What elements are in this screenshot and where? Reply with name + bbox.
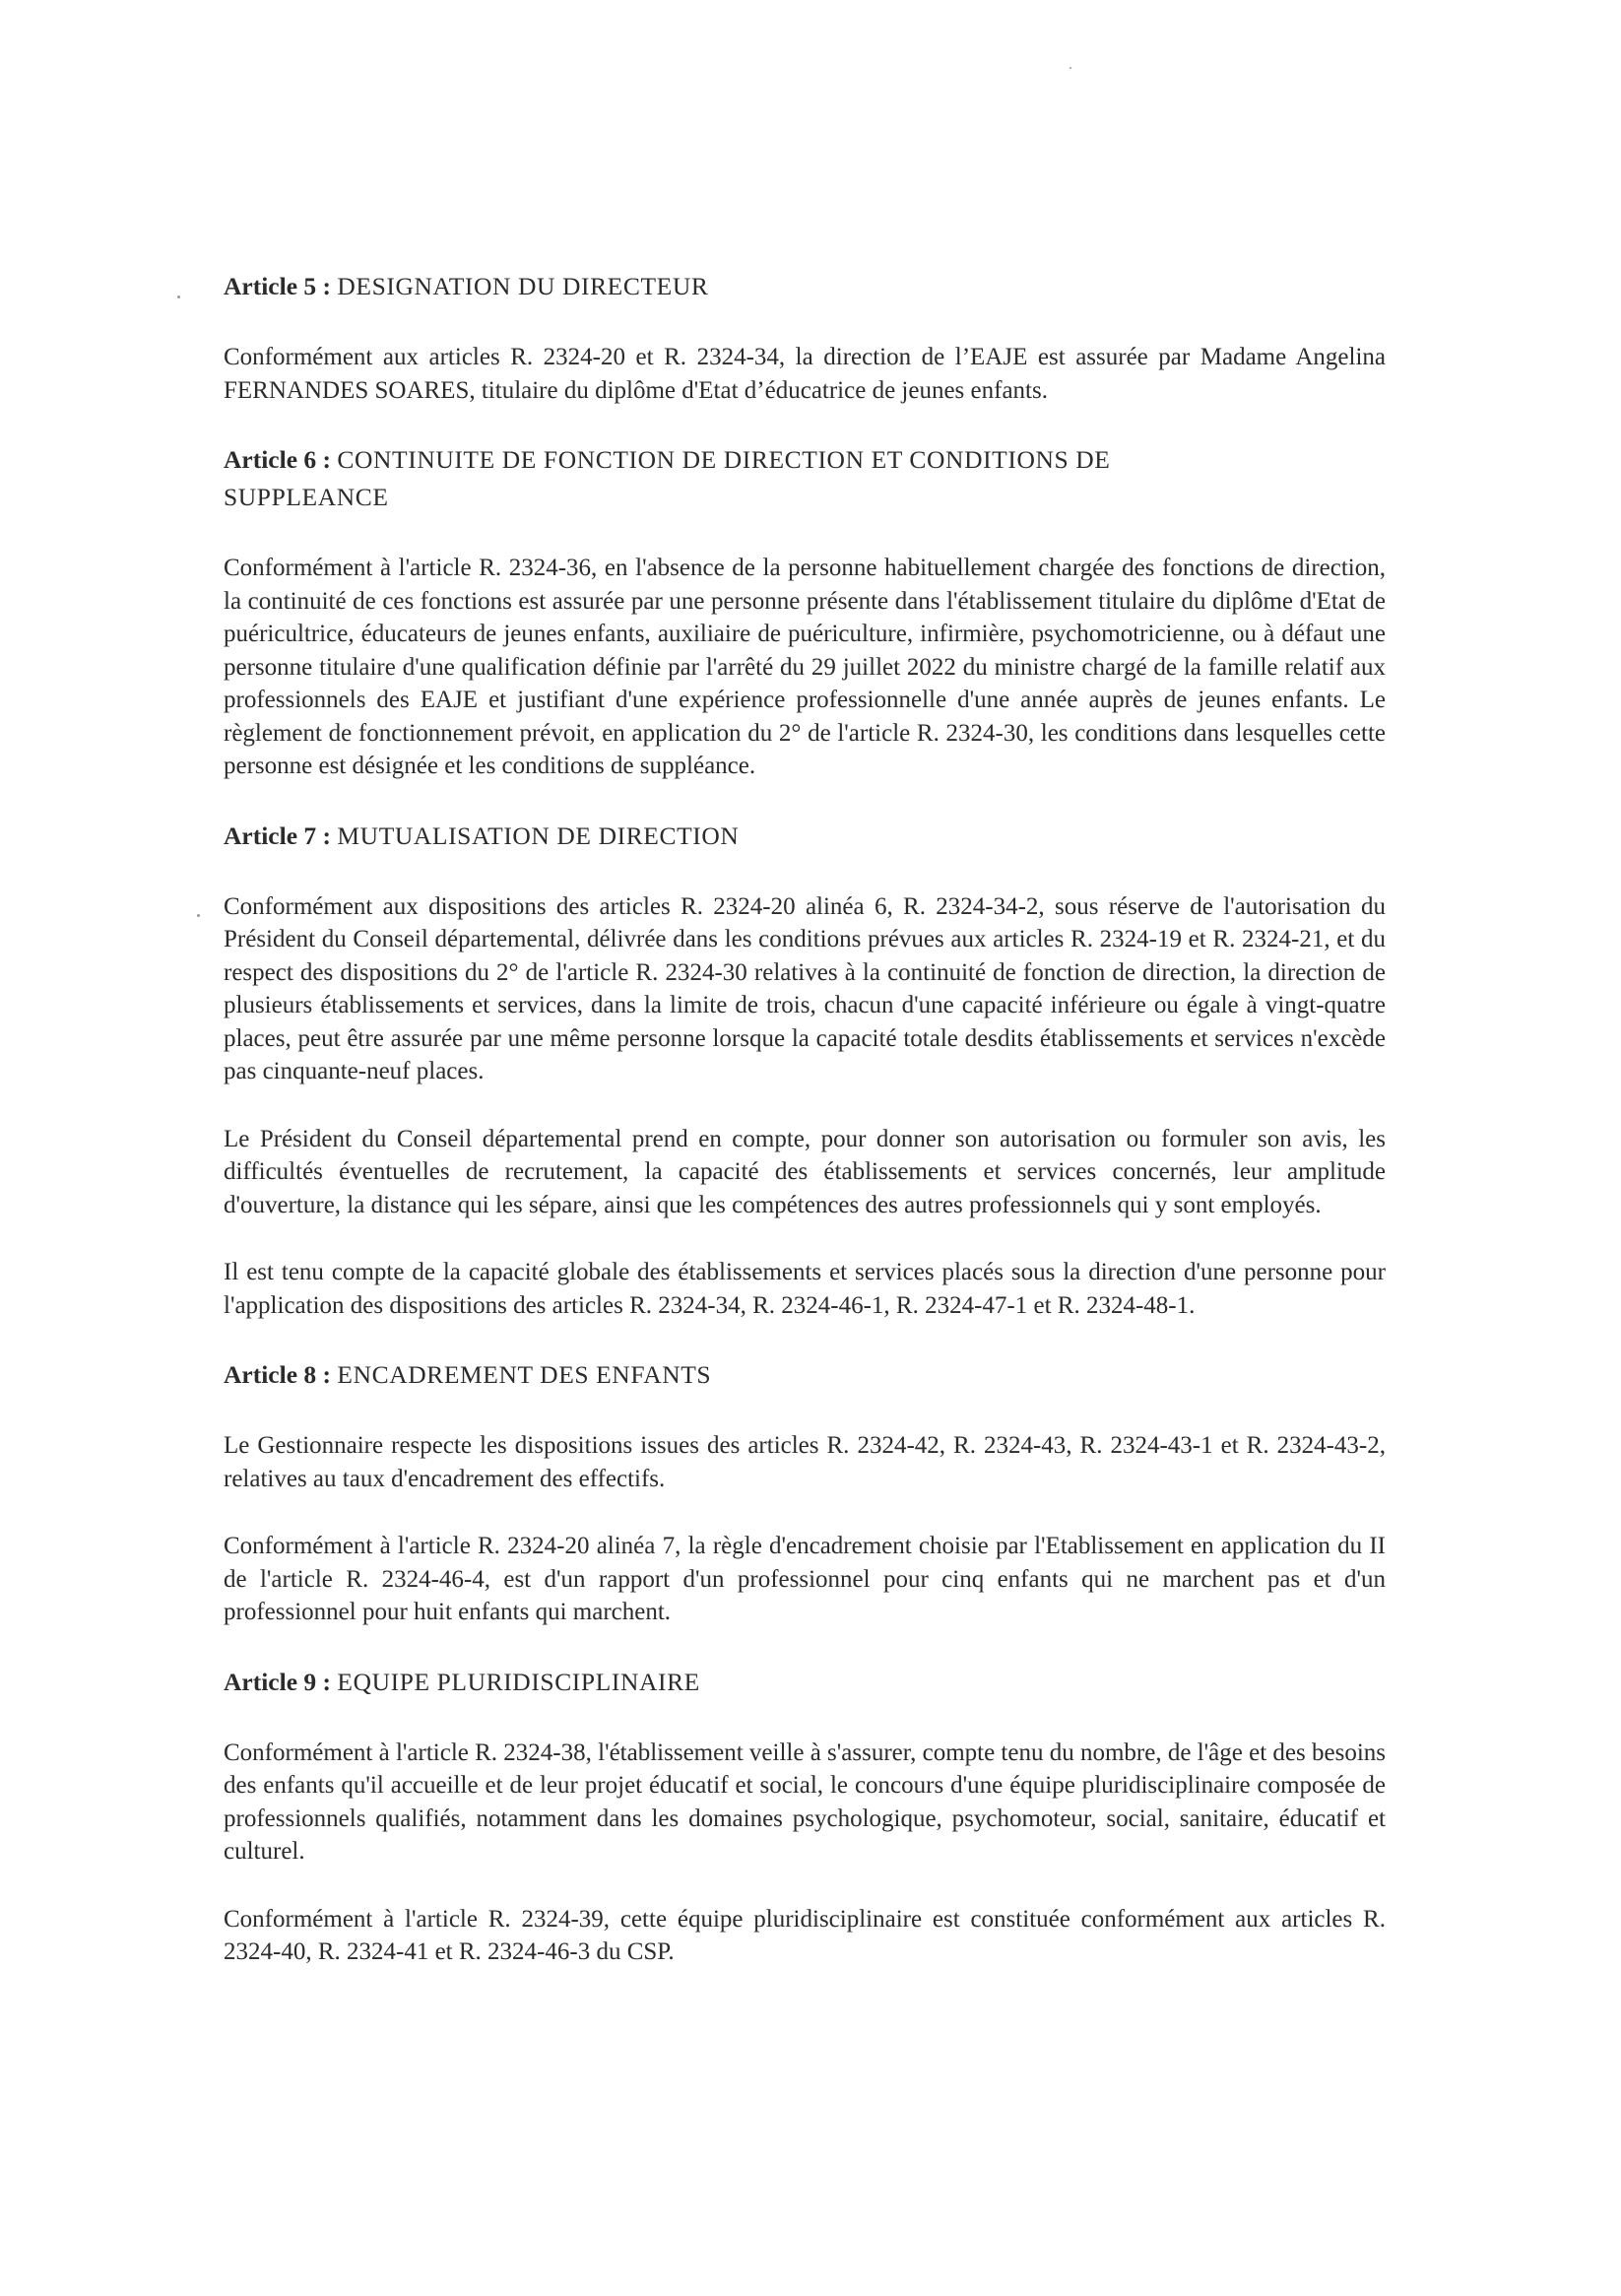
article-heading (224, 441, 1218, 516)
article-title: CONTINUITE DE FONCTION DE DIRECTION ET CONDITIONS DE SUPPLEANCE (224, 445, 1111, 511)
article-number: Article 5 : (224, 272, 332, 300)
article-6 (224, 441, 1386, 783)
scan-speck (177, 295, 180, 298)
article-heading (224, 268, 1386, 305)
article-paragraph: Le Président du Conseil départemental prend en compte, pour donner son autorisation ou formuler son avis, les difficultés éventuelles de recrutement, la capacité des établissements et services concernés, leur amplitude d'ouverture, la distance qui les sépare, ainsi que les compétences des autres professionnels qui y sont employés. (224, 1125, 1386, 1218)
article-paragraph: Conformément aux articles R. 2324-20 et R. 2324-34, la direction de l’EAJE est assurée par Madame Angelina FERNANDES SOARES, titulaire du diplôme d'Etat d’éducatrice de jeunes enfants. (224, 344, 1386, 404)
article-paragraph: Il est tenu compte de la capacité globale des établissements et services placés sous la direction d'une personne pour l'application des dispositions des articles R. 2324-34, R. 2324-46-1, R. 2324-47-1 et R. 2324-48-1. (224, 1259, 1386, 1319)
article-heading (224, 1356, 1386, 1394)
article-title: ENCADREMENT DES ENFANTS (337, 1360, 712, 1389)
article-7 (224, 818, 1386, 1323)
article-title: EQUIPE PLURIDISCIPLINAIRE (337, 1667, 700, 1696)
article-title: DESIGNATION DU DIRECTEUR (337, 272, 709, 300)
article-8 (224, 1356, 1386, 1629)
article-title: MUTUALISATION DE DIRECTION (337, 820, 740, 850)
article-paragraph: Le Gestionnaire respecte les dispositions issues des articles R. 2324-42, R. 2324-43, R. 2324-43-1 et R. 2324-43-2, relatives au taux d'encadrement des effectifs. (224, 1432, 1386, 1492)
article-heading (224, 1664, 1386, 1701)
article-number: Article 7 : (224, 820, 332, 850)
document-body (224, 268, 1386, 1969)
article-5 (224, 268, 1386, 407)
article-paragraph: Conformément aux dispositions des articles R. 2324-20 alinéa 6, R. 2324-34-2, sous réserve de l'autorisation du Président du Conseil départemental, délivrée dans les conditions prévues aux articles R. 2324-19 et R. 2324-21, et du respect des dispositions du 2° de l'article R. 2324-30 relatives à la continuité de fonction de direction, la direction de plusieurs établissements et services, dans la limite de trois, chacun d'une capacité inférieure ou égale à vingt-quatre places, peut être assurée par une même personne lorsque la capacité totale desdits établissements et services n'excède pas cinquante-neuf places. (224, 892, 1386, 1084)
article-9 (224, 1664, 1386, 1969)
article-number: Article 9 : (224, 1667, 332, 1696)
scan-speck (1070, 67, 1071, 69)
article-paragraph: Conformément à l'article R. 2324-20 alinéa 7, la règle d'encadrement choisie par l'Etablissement en application du II de l'article R. 2324-46-4, est d'un rapport d'un professionnel pour cinq enfants qui ne marchent pas et d'un professionnel pour huit enfants qui marchent. (224, 1533, 1386, 1625)
article-paragraph: Conformément à l'article R. 2324-36, en l'absence de la personne habituellement chargée des fonctions de direction, la continuité de ces fonctions est assurée par une personne présente dans l'établissement titulaire du diplôme d'Etat de puéricultrice, éducateurs de jeunes enfants, auxiliaire de puériculture, infirmière, psychomotricienne, ou à défaut une personne titulaire d'une qualification définie par l'arrêté du 29 juillet 2022 du ministre chargé de la famille relatif aux professionnels des EAJE et justifiant d'une expérience professionnelle d'une année auprès de jeunes enfants. Le règlement de fonctionnement prévoit, en application du 2° de l'article R. 2324-30, les conditions dans lesquelles cette personne est désignée et les conditions de suppléance. (224, 555, 1386, 779)
article-number: Article 6 : (224, 445, 332, 474)
scan-speck (197, 914, 200, 917)
article-number: Article 8 : (224, 1360, 332, 1389)
article-paragraph: Conformément à l'article R. 2324-38, l'établissement veille à s'assurer, compte tenu du nombre, de l'âge et des besoins des enfants qu'il accueille et de leur projet éducatif et social, le concours d'une équipe pluridisciplinaire composée de professionnels qualifiés, notamment dans les domaines psychologique, psychomoteur, social, sanitaire, éducatif et culturel. (224, 1738, 1386, 1865)
article-heading (224, 818, 1386, 855)
article-paragraph: Conformément à l'article R. 2324-39, cette équipe pluridisciplinaire est constituée conformément aux articles R. 2324-40, R. 2324-41 et R. 2324-46-3 du CSP. (224, 1905, 1386, 1965)
